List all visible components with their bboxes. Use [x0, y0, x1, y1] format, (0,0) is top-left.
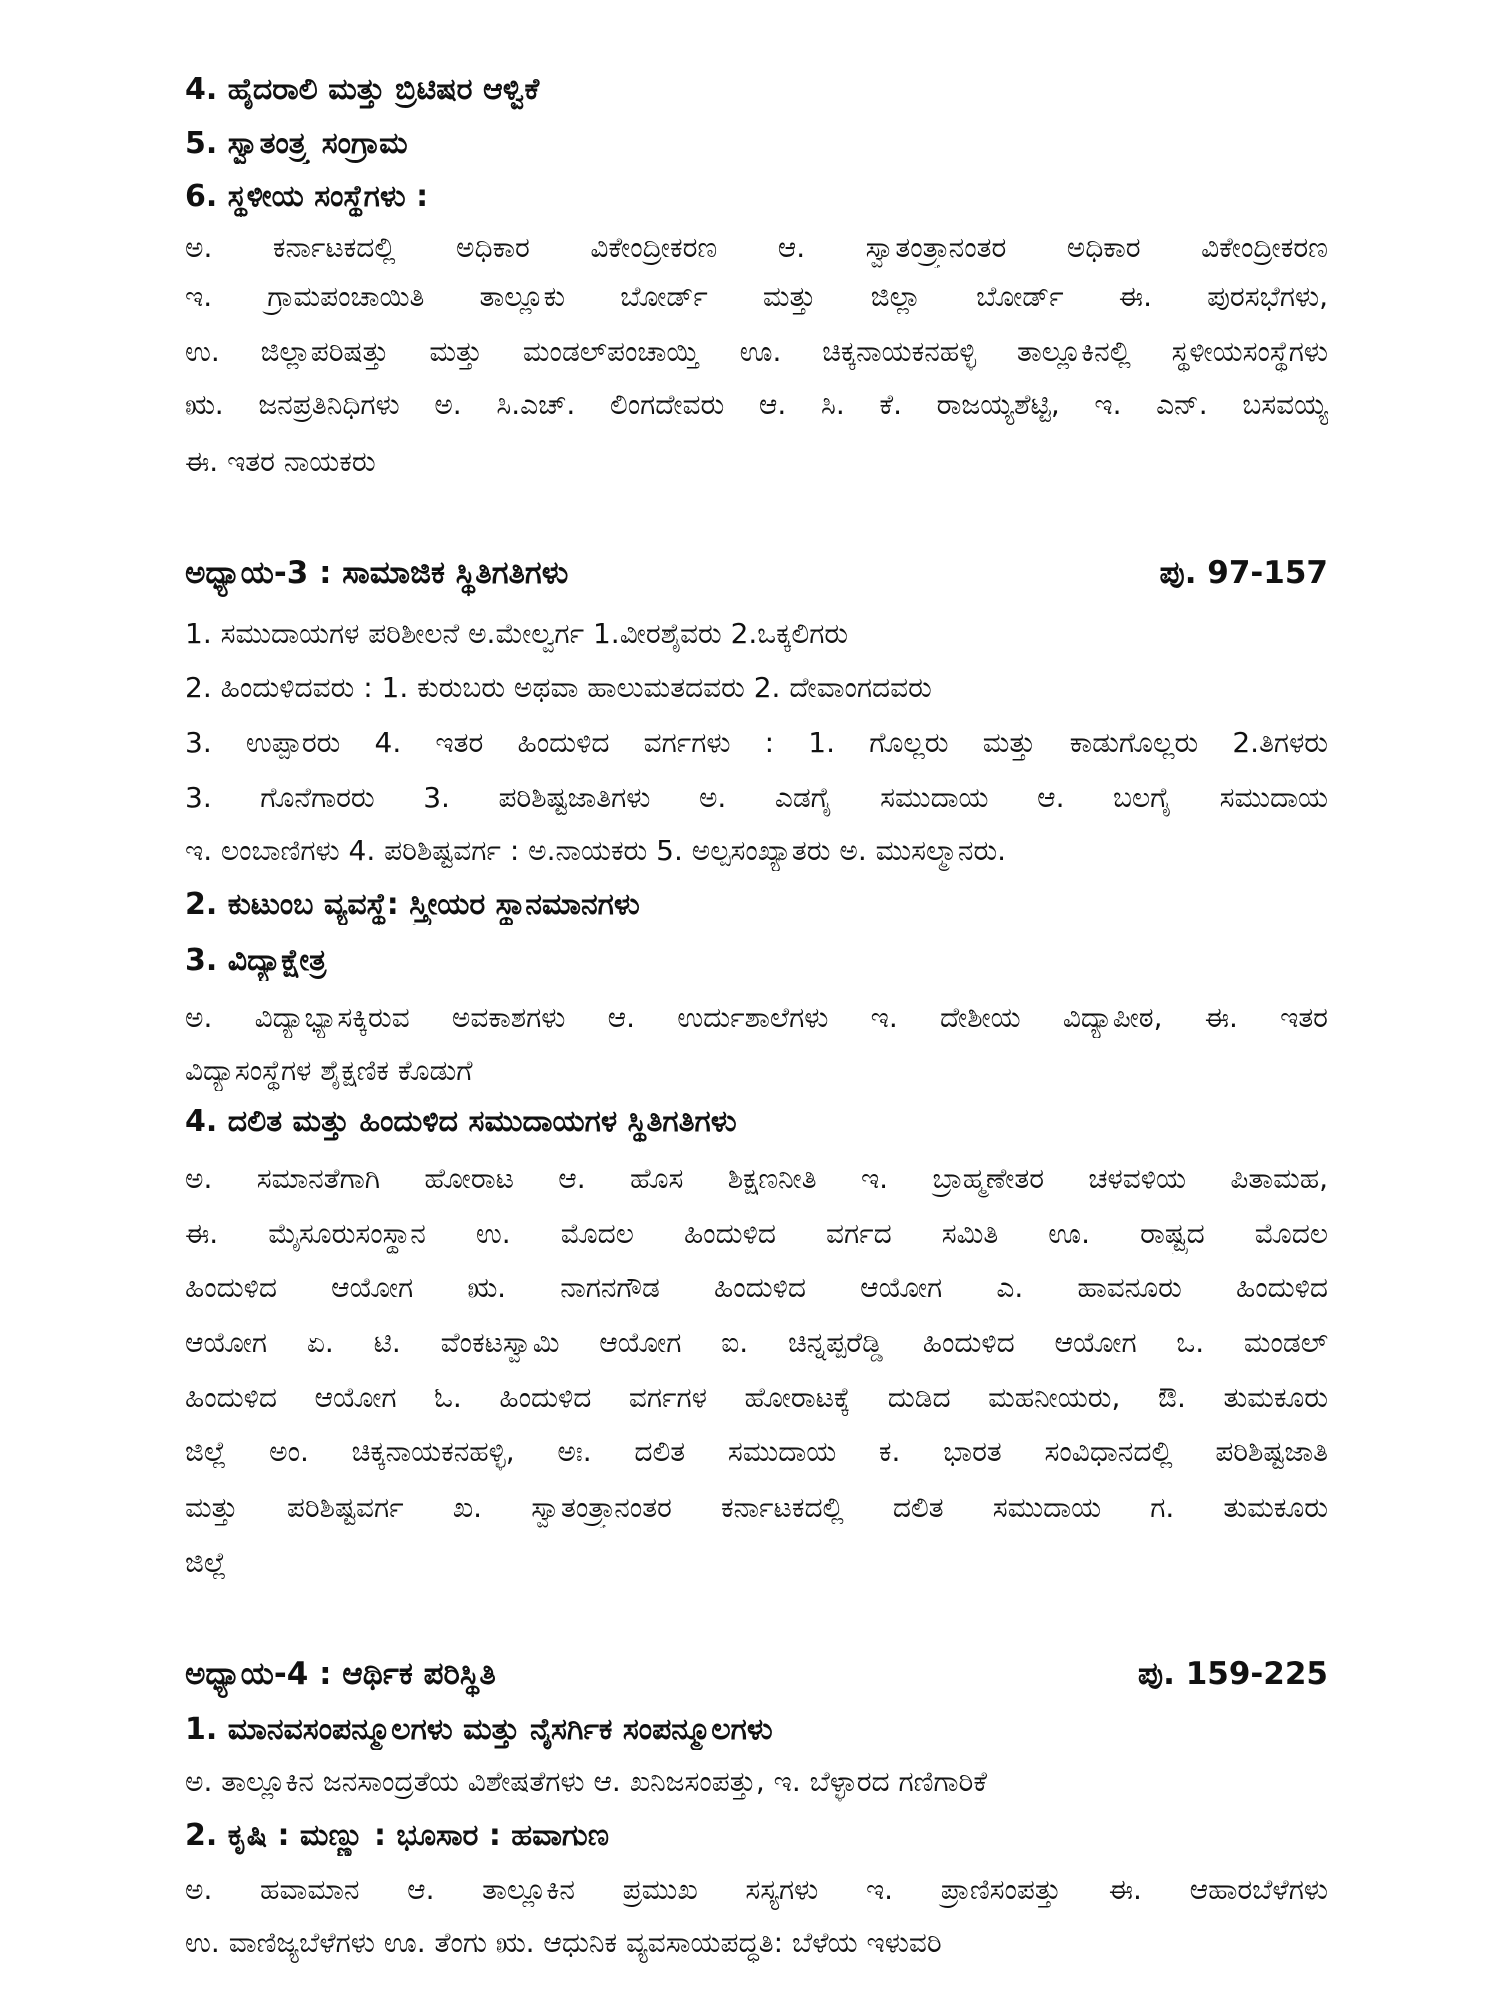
- toc-line: ವಿದ್ಯಾಸಂಸ್ಥೆಗಳ ಶೈಕ್ಷಣಿಕ ಕೊಡುಗೆ: [185, 1054, 473, 1087]
- section-heading: 5. ಸ್ವಾತಂತ್ರ್ಯ ಸಂಗ್ರಾಮ: [185, 126, 408, 161]
- toc-line: ಅ. ವಿದ್ಯಾಭ್ಯಾಸಕ್ಕಿರುವ ಅವಕಾಶಗಳು ಆ. ಉರ್ದುಶಾಲೆಗಳು ಇ. ದೇಶೀಯ ವಿದ್ಯಾಪೀಠ, ಈ. ಇತರ: [185, 1001, 1328, 1034]
- section-heading: 4. ಹೈದರಾಲಿ ಮತ್ತು ಬ್ರಿಟಿಷರ ಆಳ್ವಿಕೆ: [185, 72, 540, 107]
- section-heading: 1. ಮಾನವಸಂಪನ್ಮೂಲಗಳು ಮತ್ತು ನೈಸರ್ಗಿಕ ಸಂಪನ್ಮೂಲಗಳು: [185, 1712, 773, 1747]
- toc-line: ಇ. ಗ್ರಾಮಪಂಚಾಯಿತಿ ತಾಲ್ಲೂಕು ಬೋರ್ಡ್ ಮತ್ತು ಜಿಲ್ಲಾ ಬೋರ್ಡ್ ಈ. ಪುರಸಭೆಗಳು,: [185, 280, 1328, 313]
- chapter-pages: ಪು. 159-225: [1137, 1656, 1328, 1692]
- section-heading: 2. ಕೃಷಿ : ಮಣ್ಣು : ಭೂಸಾರ : ಹವಾಗುಣ: [185, 1818, 609, 1853]
- chapter-title: ಅಧ್ಯಾಯ-3 : ಸಾಮಾಜಿಕ ಸ್ಥಿತಿಗತಿಗಳು: [185, 555, 569, 591]
- toc-line: ಈ. ಮೈಸೂರುಸಂಸ್ಥಾನ ಉ. ಮೊದಲ ಹಿಂದುಳಿದ ವರ್ಗದ ಸಮಿತಿ ಊ. ರಾಷ್ಟ್ರದ ಮೊದಲ: [185, 1217, 1328, 1250]
- toc-line: ಆಯೋಗ ಏ. ಟಿ. ವೆಂಕಟಸ್ವಾಮಿ ಆಯೋಗ ಐ. ಚಿನ್ನಪ್ಪರೆಡ್ಡಿ ಹಿಂದುಳಿದ ಆಯೋಗ ಒ. ಮಂಡಲ್: [185, 1326, 1328, 1359]
- toc-line: ಉ. ಜಿಲ್ಲಾಪರಿಷತ್ತು ಮತ್ತು ಮಂಡಲ್‌ಪಂಚಾಯ್ತಿ ಊ. ಚಿಕ್ಕನಾಯಕನಹಳ್ಳಿ ತಾಲ್ಲೂಕಿನಲ್ಲಿ ಸ್ಥಳೀಯಸಂಸ್ಥೆಗಳು: [185, 335, 1328, 368]
- section-heading: 3. ವಿದ್ಯಾಕ್ಷೇತ್ರ: [185, 943, 327, 978]
- toc-line: ಹಿಂದುಳಿದ ಆಯೋಗ ಓ. ಹಿಂದುಳಿದ ವರ್ಗಗಳ ಹೋರಾಟಕ್ಕೆ ದುಡಿದ ಮಹನೀಯರು, ಔ. ತುಮಕೂರು: [185, 1381, 1328, 1414]
- toc-line: ಅ. ಕರ್ನಾಟಕದಲ್ಲಿ ಅಧಿಕಾರ ವಿಕೇಂದ್ರೀಕರಣ ಆ. ಸ್ವಾತಂತ್ರ್ಯಾನಂತರ ಅಧಿಕಾರ ವಿಕೇಂದ್ರೀಕರಣ: [185, 231, 1328, 264]
- chapter-title: ಅಧ್ಯಾಯ-4 : ಆರ್ಥಿಕ ಪರಿಸ್ಥಿತಿ: [185, 1656, 496, 1692]
- toc-line: ಹಿಂದುಳಿದ ಆಯೋಗ ಋ. ನಾಗನಗೌಡ ಹಿಂದುಳಿದ ಆಯೋಗ ಎ. ಹಾವನೂರು ಹಿಂದುಳಿದ: [185, 1271, 1328, 1304]
- toc-line: ಈ. ಇತರ ನಾಯಕರು: [185, 445, 376, 478]
- chapter-pages: ಪು. 97-157: [1159, 555, 1328, 591]
- toc-line: 1. ಸಮುದಾಯಗಳ ಪರಿಶೀಲನೆ ಅ.ಮೇಲ್ವರ್ಗ 1.ವೀರಶೈವರು 2.ಒಕ್ಕಲಿಗರು: [185, 617, 849, 650]
- toc-line: 2. ಹಿಂದುಳಿದವರು : 1. ಕುರುಬರು ಅಥವಾ ಹಾಲುಮತದವರು 2. ದೇವಾಂಗದವರು: [185, 671, 932, 704]
- toc-line: ಅ. ಹವಾಮಾನ ಆ. ತಾಲ್ಲೂಕಿನ ಪ್ರಮುಖ ಸಸ್ಯಗಳು ಇ. ಪ್ರಾಣಿಸಂಪತ್ತು ಈ. ಆಹಾರಬೆಳೆಗಳು: [185, 1873, 1328, 1906]
- toc-line: 3. ಉಪ್ಪಾರರು 4. ಇತರ ಹಿಂದುಳಿದ ವರ್ಗಗಳು : 1. ಗೊಲ್ಲರು ಮತ್ತು ಕಾಡುಗೊಲ್ಲರು 2.ತಿಗಳರು: [185, 726, 1328, 759]
- toc-line: ಇ. ಲಂಬಾಣಿಗಳು 4. ಪರಿಶಿಷ್ಟವರ್ಗ : ಅ.ನಾಯಕರು 5. ಅಲ್ಪಸಂಖ್ಯಾತರು ಅ. ಮುಸಲ್ಮಾನರು.: [185, 834, 1007, 867]
- toc-line: ಉ. ವಾಣಿಜ್ಯಬೆಳೆಗಳು ಊ. ತೆಂಗು ಋ. ಆಧುನಿಕ ವ್ಯವಸಾಯಪದ್ಧತಿ: ಬೆಳೆಯ ಇಳುವರಿ: [185, 1926, 942, 1959]
- toc-line: ಜಿಲ್ಲೆ: [185, 1546, 227, 1579]
- toc-line: ಮತ್ತು ಪರಿಶಿಷ್ಟವರ್ಗ ಖ. ಸ್ವಾತಂತ್ರ್ಯಾನಂತರ ಕರ್ನಾಟಕದಲ್ಲಿ ದಲಿತ ಸಮುದಾಯ ಗ. ತುಮಕೂರು: [185, 1491, 1328, 1524]
- toc-line: ಅ. ತಾಲ್ಲೂಕಿನ ಜನಸಾಂದ್ರತೆಯ ವಿಶೇಷತೆಗಳು ಆ. ಖನಿಜಸಂಪತ್ತು, ಇ. ಬೆಳ್ಳಾರದ ಗಣಿಗಾರಿಕೆ: [185, 1765, 988, 1798]
- section-heading: 2. ಕುಟುಂಬ ವ್ಯವಸ್ಥೆ: ಸ್ತ್ರೀಯರ ಸ್ಥಾನಮಾನಗಳು: [185, 887, 640, 922]
- chapter-heading-4: [185, 1653, 1328, 1695]
- section-heading: 6. ಸ್ಥಳೀಯ ಸಂಸ್ಥೆಗಳು :: [185, 179, 429, 214]
- chapter-heading-3: [185, 552, 1328, 594]
- toc-line: 3. ಗೊನೆಗಾರರು 3. ಪರಿಶಿಷ್ಟಜಾತಿಗಳು ಅ. ಎಡಗೈ ಸಮುದಾಯ ಆ. ಬಲಗೈ ಸಮುದಾಯ: [185, 781, 1328, 814]
- toc-line: ಜಿಲ್ಲೆ ಅಂ. ಚಿಕ್ಕನಾಯಕನಹಳ್ಳಿ, ಅಃ. ದಲಿತ ಸಮುದಾಯ ಕ. ಭಾರತ ಸಂವಿಧಾನದಲ್ಲಿ ಪರಿಶಿಷ್ಟಜಾತಿ: [185, 1435, 1328, 1468]
- toc-line: ಅ. ಸಮಾನತೆಗಾಗಿ ಹೋರಾಟ ಆ. ಹೊಸ ಶಿಕ್ಷಣನೀತಿ ಇ. ಬ್ರಾಹ್ಮಣೇತರ ಚಳವಳಿಯ ಪಿತಾಮಹ,: [185, 1162, 1328, 1195]
- toc-line: ಋ. ಜನಪ್ರತಿನಿಧಿಗಳು ಅ. ಸಿ.ಎಚ್. ಲಿಂಗದೇವರು ಆ. ಸಿ. ಕೆ. ರಾಜಯ್ಯಶೆಟ್ಟಿ, ಇ. ಎನ್. ಬಸವಯ್ಯ: [185, 388, 1328, 421]
- section-heading: 4. ದಲಿತ ಮತ್ತು ಹಿಂದುಳಿದ ಸಮುದಾಯಗಳ ಸ್ಥಿತಿಗತಿಗಳು: [185, 1104, 737, 1139]
